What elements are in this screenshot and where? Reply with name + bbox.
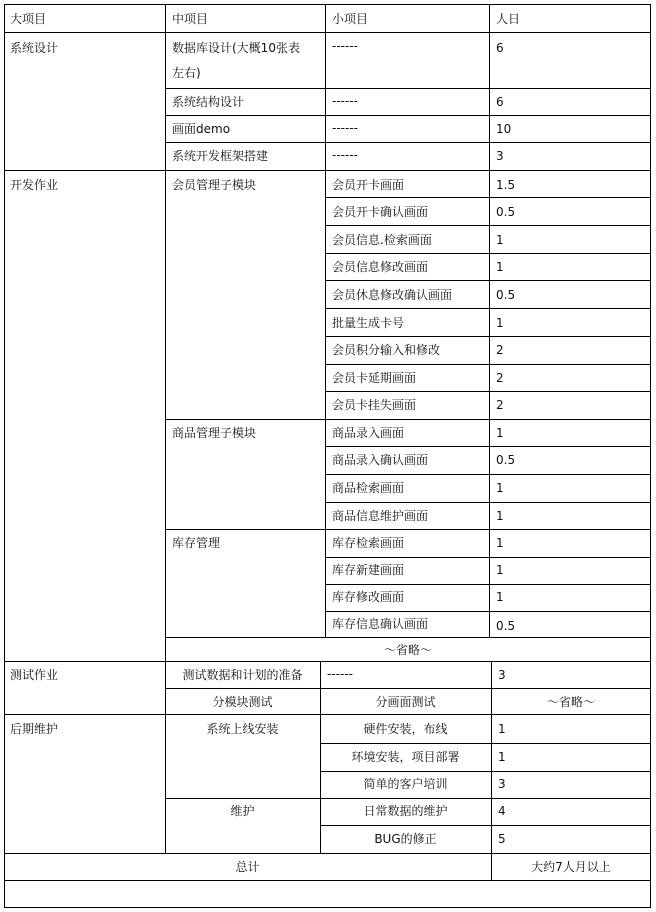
small-data-upkeep: 日常数据的维护 xyxy=(363,804,448,818)
total-label: 总计 xyxy=(235,860,260,874)
days-product-3: 1 xyxy=(496,481,504,495)
small-member-8: 会员卡延期画面 xyxy=(332,371,417,385)
days-product-1: 1 xyxy=(496,426,504,440)
small-member-6: 批量生成卡号 xyxy=(332,316,405,330)
small-member-7: 会员积分输入和修改 xyxy=(332,343,441,357)
small-stock-4: 库存信息确认画面 xyxy=(332,617,429,631)
days-product-4: 1 xyxy=(496,509,504,523)
middle-db-design-line2: 左右) xyxy=(172,66,201,80)
days-member-6: 1 xyxy=(496,316,504,330)
middle-upkeep: 维护 xyxy=(230,804,255,818)
small-training: 简单的客户培训 xyxy=(363,777,448,791)
header-col-middle: 中项目 xyxy=(172,12,209,26)
middle-arch-design: 系统结构设计 xyxy=(172,95,245,109)
days-member-2: 0.5 xyxy=(496,205,516,219)
days-member-3: 1 xyxy=(496,233,504,247)
days-stock-2: 1 xyxy=(496,563,504,577)
middle-module-test: 分模块测试 xyxy=(212,695,273,709)
header-col-major: 大项目 xyxy=(10,12,47,26)
days-arch-design: 6 xyxy=(496,95,504,109)
days-member-4: 1 xyxy=(496,260,504,274)
small-member-2: 会员开卡确认画面 xyxy=(332,205,429,219)
middle-go-live: 系统上线安装 xyxy=(206,722,279,736)
small-product-4: 商品信息维护画面 xyxy=(332,509,429,523)
small-arch-design: ------ xyxy=(332,94,358,108)
small-hardware-install: 硬件安装，布线 xyxy=(363,722,448,736)
category-dev: 开发作业 xyxy=(10,178,59,192)
days-db-design: 6 xyxy=(496,41,504,55)
days-stock-4: 0.5 xyxy=(496,619,516,633)
header-col-minor: 小项目 xyxy=(332,12,369,26)
middle-test-prep: 测试数据和计划的准备 xyxy=(182,668,303,682)
small-framework: ------ xyxy=(332,148,358,162)
days-member-8: 2 xyxy=(496,371,504,385)
header-col-days: 人日 xyxy=(496,12,521,26)
small-member-3: 会员信息.检索画面 xyxy=(332,233,432,247)
small-member-9: 会员卡挂失画面 xyxy=(332,398,417,412)
days-module-test: ～省略～ xyxy=(546,695,595,709)
small-stock-1: 库存检索画面 xyxy=(332,536,405,550)
days-member-1: 1.5 xyxy=(496,178,516,192)
middle-stock-module: 库存管理 xyxy=(172,536,221,550)
middle-ui-demo: 画面demo xyxy=(172,122,231,136)
middle-member-module: 会员管理子模块 xyxy=(172,178,257,192)
small-member-4: 会员信息修改画面 xyxy=(332,260,429,274)
days-stock-1: 1 xyxy=(496,536,504,550)
days-test-prep: 3 xyxy=(498,668,506,682)
category-design: 系统设计 xyxy=(10,41,59,55)
days-stock-3: 1 xyxy=(496,590,504,604)
small-bug-fix: BUG的修正 xyxy=(374,832,437,846)
small-test-prep: ------ xyxy=(327,667,353,681)
small-db-design: ------ xyxy=(332,39,358,53)
middle-product-module: 商品管理子模块 xyxy=(172,426,257,440)
small-screen-test: 分画面测试 xyxy=(375,695,436,709)
middle-framework: 系统开发框架搭建 xyxy=(172,149,269,163)
small-ui-demo: ------ xyxy=(332,121,358,135)
small-member-5: 会员休息修改确认画面 xyxy=(332,288,453,302)
dev-omitted-note: ～省略～ xyxy=(383,643,432,657)
small-product-1: 商品录入画面 xyxy=(332,426,405,440)
total-value: 大约7人月以上 xyxy=(531,860,611,874)
days-member-9: 2 xyxy=(496,398,504,412)
middle-db-design-line1: 数据库设计(大概10张表 xyxy=(172,41,300,55)
category-maintenance: 后期维护 xyxy=(10,722,59,736)
days-training: 3 xyxy=(498,777,506,791)
small-member-1: 会员开卡画面 xyxy=(332,178,405,192)
days-env-deploy: 1 xyxy=(498,750,506,764)
days-hardware-install: 1 xyxy=(498,722,506,736)
days-product-2: 0.5 xyxy=(496,453,516,467)
days-member-5: 0.5 xyxy=(496,288,516,302)
small-env-deploy: 环境安装，项目部署 xyxy=(351,750,460,764)
days-bug-fix: 5 xyxy=(498,832,506,846)
days-ui-demo: 10 xyxy=(496,122,512,136)
days-framework: 3 xyxy=(496,149,504,163)
days-data-upkeep: 4 xyxy=(498,804,506,818)
small-stock-3: 库存修改画面 xyxy=(332,590,405,604)
small-product-3: 商品检索画面 xyxy=(332,481,405,495)
small-stock-2: 库存新建画面 xyxy=(332,563,405,577)
days-member-7: 2 xyxy=(496,343,504,357)
category-test: 测试作业 xyxy=(10,668,59,682)
small-product-2: 商品录入确认画面 xyxy=(332,453,429,467)
